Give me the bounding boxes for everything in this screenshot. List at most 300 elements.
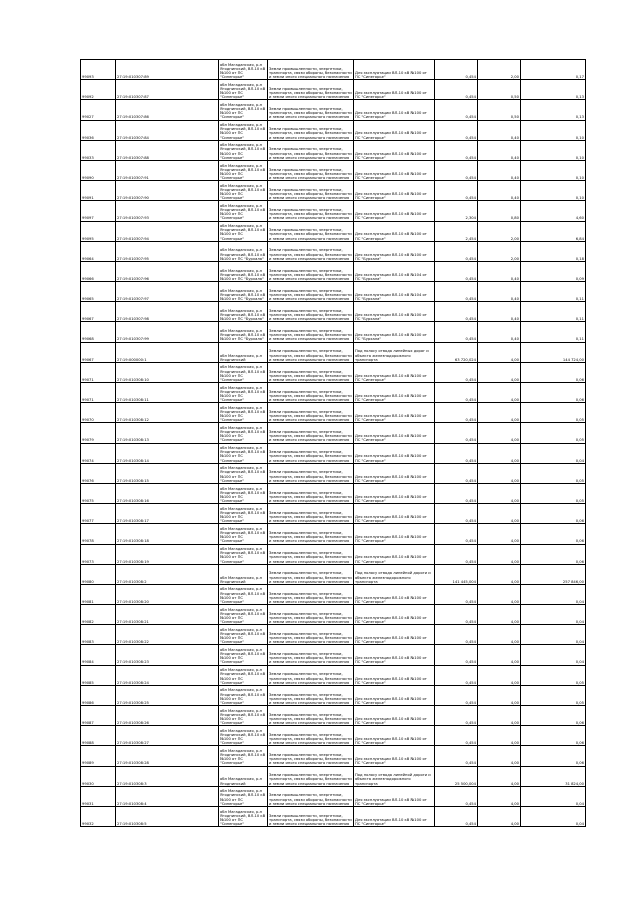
cadastral-number-cell: 27:19:010308:4 (116, 786, 219, 806)
cadastral-number-cell: 27:19:010308:16 (116, 483, 219, 503)
rate-cell: 4,00 (478, 645, 521, 665)
sum-cell: 144 724,00 (521, 342, 586, 362)
row-index-cell: 99066 (81, 261, 116, 281)
permitted-use-cell: Для эксплуатации ВЛ-10 кВ №100 от ПС "Синегорье" (354, 362, 435, 382)
land-category-cell: Земли промышленности, энергетики, транспорта, связи обороны, безопасности и земли иного специального назначения (268, 443, 354, 463)
land-category-cell: Земли промышленности, энергетики, транспорта, связи обороны, безопасности и земли иного специального назначения (268, 726, 354, 746)
table-row (81, 564, 586, 584)
row-index-cell: 99087 (81, 706, 116, 726)
permitted-use-cell: Для эксплуатации ВЛ-10 кВ №100 от ПС "Синегорье" (354, 665, 435, 685)
area-cell: 0,454 (435, 423, 478, 443)
cadastral-number-cell: 27:19:010308:18 (116, 524, 219, 544)
permitted-use-cell: Для эксплуатации ВЛ-10 кВ №100 от ПС "Синегорье" (354, 160, 435, 180)
area-cell: 0,454 (435, 261, 478, 281)
land-category-cell: Земли промышленности, энергетики, транспорта, связи обороны, безопасности и земли иного специального назначения (268, 544, 354, 564)
rate-cell: 0,40 (478, 120, 521, 140)
rate-cell: 4,00 (478, 362, 521, 382)
land-category-cell: Земли промышленности, энергетики, транспорта, связи обороны, безопасности и земли иного специального назначения (268, 60, 354, 80)
cadastral-number-cell: 27:19:010308:5 (116, 806, 219, 826)
permitted-use-cell: Для эксплуатации ВЛ-10 кВ №100 от ПС "Синегорье" (354, 706, 435, 726)
table-row (81, 584, 586, 604)
rate-cell: 4,00 (478, 605, 521, 625)
rate-cell: 4,00 (478, 564, 521, 584)
table-row (81, 423, 586, 443)
table-row (81, 201, 586, 221)
table-row (81, 544, 586, 564)
land-category-cell: Земли промышленности, энергетики, транспорта, связи обороны, безопасности и земли иного специального назначения (268, 806, 354, 826)
land-category-cell: Земли промышленности, энергетики, транспорта, связи обороны, безопасности и земли иного специального назначения (268, 362, 354, 382)
sum-cell: 0,04 (521, 645, 586, 665)
cadastral-number-cell: 27:19:010308:20 (116, 584, 219, 604)
table-row (81, 241, 586, 261)
row-index-cell: 99089 (81, 746, 116, 766)
location-cell: обл Магаданская, р-н Ягоднинский, ВЛ-10 кВ №100 от ПС "Синегорье" (219, 605, 268, 625)
rate-cell: 2,00 (478, 241, 521, 261)
row-index-cell: 99067 (81, 302, 116, 322)
sum-cell: 4,60 (521, 201, 586, 221)
cadastral-number-cell: 27:19:010308:15 (116, 463, 219, 483)
location-cell: обл Магаданская, р-н Ягоднинский, ВЛ-10 кВ №100 от ПС "Синегорье" (219, 746, 268, 766)
permitted-use-cell: Для эксплуатации ВЛ-10 кВ №100 от ПС "Синегорье" (354, 504, 435, 524)
area-cell: 0,454 (435, 241, 478, 261)
location-cell: обл Магаданская, р-н Ягоднинский, ВЛ-10 кВ №100 от ПС "Синегорье" (219, 544, 268, 564)
rate-cell: 4,00 (478, 786, 521, 806)
row-index-cell: 99097 (81, 201, 116, 221)
location-cell: обл Магаданская, р-н Ягоднинский, ВЛ-10 кВ №100 от ПС "Синегорье" (219, 786, 268, 806)
cadastral-number-cell: 27:19:010307:84 (116, 120, 219, 140)
land-category-cell: Земли промышленности, энергетики, транспорта, связи обороны, безопасности и земли иного специального назначения (268, 483, 354, 503)
permitted-use-cell: Для эксплуатации ВЛ-10 кВ №100 от ПС "Синегорье" (354, 463, 435, 483)
land-category-cell: Земли промышленности, энергетики, транспорта, связи обороны, безопасности и земли иного специального назначения (268, 605, 354, 625)
land-category-cell: Земли промышленности, энергетики, транспорта, связи обороны, безопасности и земли иного специального назначения (268, 181, 354, 201)
row-index-cell: 99085 (81, 665, 116, 685)
rate-cell: 2,00 (478, 60, 521, 80)
cadastral-number-cell: 27:19:010307:93 (116, 201, 219, 221)
row-index-cell: 99076 (81, 463, 116, 483)
row-index-cell: 99036 (81, 120, 116, 140)
row-index-cell: 99071 (81, 383, 116, 403)
rate-cell: 4,00 (478, 806, 521, 826)
sum-cell: 6,84 (521, 221, 586, 241)
sum-cell: 0,05 (521, 665, 586, 685)
area-cell: 0,454 (435, 786, 478, 806)
land-category-cell: Земли промышленности, энергетики, транспорта, связи обороны, безопасности и земли иного специального назначения (268, 504, 354, 524)
land-category-cell: Земли промышленности, энергетики, транспорта, связи обороны, безопасности и земли иного специального назначения (268, 322, 354, 342)
row-index-cell: 99093 (81, 60, 116, 80)
row-index-cell: 99033 (81, 140, 116, 160)
permitted-use-cell: Для эксплуатации ВЛ-10 кВ №100 от ПС "Синегорье" (354, 544, 435, 564)
sum-cell: 0,06 (521, 383, 586, 403)
rate-cell: 0,40 (478, 322, 521, 342)
permitted-use-cell: Для эксплуатации ВЛ-10 кВ №100 от ПС "Синегорье" (354, 584, 435, 604)
rate-cell: 4,00 (478, 685, 521, 705)
location-cell: обл Магаданская, р-н Ягоднинский, ВЛ-10 кВ №100 от ПС "Синегорье" (219, 60, 268, 80)
permitted-use-cell: Для эксплуатации ВЛ-10 кВ №100 от ПС "Синегорье" (354, 605, 435, 625)
sum-cell: 0,06 (521, 544, 586, 564)
sum-cell: 0,04 (521, 443, 586, 463)
table-row (81, 605, 586, 625)
location-cell: обл Магаданская, р-н Ягоднинский, ВЛ-10 кВ №100 от ПС "Синегорье" (219, 726, 268, 746)
table-row (81, 685, 586, 705)
table-row (81, 443, 586, 463)
location-cell: обл Магаданская, р-н Ягоднинский, ВЛ-10 кВ №100 от ПС "Бурхала" (219, 282, 268, 302)
cadastral-number-cell: 27:19:010307:89 (116, 60, 219, 80)
table-row (81, 383, 586, 403)
sum-cell: 0,09 (521, 261, 586, 281)
rate-cell: 4,00 (478, 625, 521, 645)
permitted-use-cell: Для эксплуатации ВЛ-10 кВ №100 от ПС "Синегорье" (354, 181, 435, 201)
table-row (81, 665, 586, 685)
table-row (81, 524, 586, 544)
permitted-use-cell: Для эксплуатации ВЛ-10 кВ №100 от ПС "Синегорье" (354, 625, 435, 645)
land-category-cell: Земли промышленности, энергетики, транспорта, связи обороны, безопасности и земли иного специального назначения (268, 706, 354, 726)
cadastral-number-cell: 27:19:010308:23 (116, 645, 219, 665)
land-category-cell: Земли промышленности, энергетики, транспорта, связи обороны, безопасности и земли иного специального назначения (268, 261, 354, 281)
cadastral-number-cell: 27:19:010308:10 (116, 362, 219, 382)
permitted-use-cell: Для эксплуатации ВЛ-10 кВ №100 от ПС "Синегорье" (354, 140, 435, 160)
cadastral-number-cell: 27:19:010308:3 (116, 766, 219, 786)
location-cell: обл Магаданская, р-н Ягоднинский, ВЛ-10 кВ №100 от ПС "Синегорье" (219, 806, 268, 826)
cadastral-number-cell: 27:19:010308:13 (116, 423, 219, 443)
location-cell: обл Магаданская, р-н Ягоднинский, ВЛ-10 кВ №100 от ПС "Синегорье" (219, 403, 268, 423)
location-cell: обл Магаданская, р-н Ягоднинский, ВЛ-10 кВ №100 от ПС "Синегорье" (219, 160, 268, 180)
permitted-use-cell: Под полосу отвода линейной дороги и объекта железнодорожного транспорта (354, 564, 435, 584)
cadastral-number-cell: 27:19:010308:26 (116, 706, 219, 726)
rate-cell: 4,00 (478, 726, 521, 746)
area-cell: 0,454 (435, 181, 478, 201)
permitted-use-cell: Для эксплуатации ВЛ-10 кВ №104 от ПС "Бурхала" (354, 282, 435, 302)
rate-cell: 4,00 (478, 584, 521, 604)
land-category-cell: Земли промышленности, энергетики, транспорта, связи обороны, безопасности и земли иного специального назначения (268, 766, 354, 786)
table-row (81, 645, 586, 665)
area-cell: 0,454 (435, 685, 478, 705)
location-cell: обл Магаданская, р-н Ягоднинский, ВЛ-10 кВ №100 от ПС "Синегорье" (219, 706, 268, 726)
area-cell: 0,454 (435, 443, 478, 463)
area-cell: 0,454 (435, 282, 478, 302)
rate-cell: 4,00 (478, 443, 521, 463)
cadastral-number-cell: 27:19:010307:99 (116, 322, 219, 342)
sum-cell: 0,05 (521, 403, 586, 423)
table-row (81, 80, 586, 100)
table-row (81, 60, 586, 80)
row-index-cell: 99080 (81, 564, 116, 584)
rate-cell: 0,40 (478, 302, 521, 322)
area-cell: 0,454 (435, 504, 478, 524)
row-index-cell: 99032 (81, 806, 116, 826)
permitted-use-cell: Для эксплуатации ВЛ-10 кВ №100 от ПС "Синегорье" (354, 60, 435, 80)
rate-cell: 4,00 (478, 463, 521, 483)
rate-cell: 0,80 (478, 201, 521, 221)
rate-cell: 4,00 (478, 746, 521, 766)
row-index-cell: 99079 (81, 423, 116, 443)
row-index-cell: 99084 (81, 645, 116, 665)
area-cell: 0,454 (435, 362, 478, 382)
table-row (81, 342, 586, 362)
land-category-cell: Земли промышленности, энергетики, транспорта, связи обороны, безопасности и земли иного специального назначения (268, 625, 354, 645)
table-row (81, 483, 586, 503)
location-cell: обл Магаданская, р-н Ягоднинский (219, 342, 268, 362)
land-category-cell: Земли промышленности, энергетики, транспорта, связи обороны, безопасности и земли иного специального назначения (268, 120, 354, 140)
cadastral-number-cell: 27:19:010308:28 (116, 746, 219, 766)
cadastral-number-cell: 27:19:010307:95 (116, 241, 219, 261)
area-cell: 0,454 (435, 80, 478, 100)
rate-cell: 4,00 (478, 524, 521, 544)
location-cell: обл Магаданская, р-н Ягоднинский, ВЛ-10 кВ №100 от ПС "Синегорье" (219, 443, 268, 463)
land-category-cell: Земли промышленности, энергетики, транспорта, связи обороны, безопасности и земли иного специального назначения (268, 423, 354, 443)
permitted-use-cell: Для эксплуатации ВЛ-10 кВ №100 от ПС "Синегорье" (354, 806, 435, 826)
sum-cell: 0,04 (521, 584, 586, 604)
location-cell: обл Магаданская, р-н Ягоднинский, ВЛ-10 кВ №100 от ПС "Синегорье" (219, 221, 268, 241)
cadastral-number-cell: 27:19:010308:2 (116, 564, 219, 584)
cadastral-number-cell: 27:19:010307:90 (116, 181, 219, 201)
land-category-cell: Земли промышленности, энергетики, транспорта, связи обороны, безопасности и земли иного специального назначения (268, 584, 354, 604)
sum-cell: 0,04 (521, 605, 586, 625)
row-index-cell: 99095 (81, 221, 116, 241)
rate-cell: 4,00 (478, 544, 521, 564)
table-row (81, 160, 586, 180)
area-cell: 2,454 (435, 221, 478, 241)
table-row (81, 806, 586, 826)
row-index-cell: 99064 (81, 241, 116, 261)
table-row (81, 463, 586, 483)
area-cell: 0,454 (435, 524, 478, 544)
table-row (81, 282, 586, 302)
area-cell: 0,454 (435, 605, 478, 625)
table-row (81, 403, 586, 423)
area-cell: 0,454 (435, 140, 478, 160)
row-index-cell: 99086 (81, 685, 116, 705)
permitted-use-cell: Для эксплуатации ВЛ-10 кВ №100 от ПС "Синегорье" (354, 443, 435, 463)
location-cell: обл Магаданская, р-н Ягоднинский, ВЛ-10 кВ №100 от ПС "Синегорье" (219, 100, 268, 120)
table-row (81, 726, 586, 746)
registry-sheet (80, 59, 584, 827)
row-index-cell: 99082 (81, 605, 116, 625)
area-cell: 0,454 (435, 403, 478, 423)
cadastral-number-cell: 27:19:010307:97 (116, 282, 219, 302)
row-index-cell: 99065 (81, 282, 116, 302)
area-cell: 0,454 (435, 584, 478, 604)
land-category-cell: Земли промышленности, энергетики, транспорта, связи обороны, безопасности и земли иного специального назначения (268, 746, 354, 766)
location-cell: обл Магаданская, р-н Ягоднинский, ВЛ-10 кВ №100 от ПС "Синегорье" (219, 463, 268, 483)
rate-cell: 4,00 (478, 665, 521, 685)
table-row (81, 221, 586, 241)
table-row (81, 786, 586, 806)
cadastral-number-cell: 27:19:010307:87 (116, 80, 219, 100)
area-cell: 0,454 (435, 483, 478, 503)
sum-cell: 0,18 (521, 241, 586, 261)
permitted-use-cell: Для эксплуатации ВЛ-10 кВ №100 от ПС "Синегорье" (354, 423, 435, 443)
cadastral-number-cell: 27:19:010308:27 (116, 726, 219, 746)
location-cell: обл Магаданская, р-н Ягоднинский, ВЛ-10 кВ №100 от ПС "Синегорье" (219, 645, 268, 665)
row-index-cell: 99030 (81, 766, 116, 786)
sum-cell: 0,04 (521, 786, 586, 806)
table-row (81, 120, 586, 140)
land-category-cell: Земли промышленности, энергетики, транспорта, связи обороны, безопасности и земли иного специального назначения (268, 685, 354, 705)
location-cell: обл Магаданская, р-н Ягоднинский, ВЛ-10 кВ №100 от ПС "Синегорье" (219, 80, 268, 100)
area-cell: 2,304 (435, 201, 478, 221)
area-cell: 0,454 (435, 806, 478, 826)
location-cell: обл Магаданская, р-н Ягоднинский, ВЛ-10 кВ №100 от ПС "Синегорье" (219, 625, 268, 645)
area-cell: 0,454 (435, 302, 478, 322)
permitted-use-cell: Для эксплуатации ВЛ-10 кВ №100 от ПС "Бурхала" (354, 322, 435, 342)
sum-cell: 0,06 (521, 504, 586, 524)
permitted-use-cell: Для эксплуатации ВЛ-10 кВ №100 от ПС "Синегорье" (354, 120, 435, 140)
cadastral-number-cell: 27:19:010308:12 (116, 403, 219, 423)
location-cell: обл Магаданская, р-н Ягоднинский, ВЛ-10 кВ №100 от ПС "Бурхала" (219, 302, 268, 322)
land-category-cell: Земли промышленности, энергетики, транспорта, связи обороны, безопасности и земли иного специального назначения (268, 80, 354, 100)
row-index-cell: 99068 (81, 322, 116, 342)
sum-cell: 0,11 (521, 322, 586, 342)
table-row (81, 261, 586, 281)
permitted-use-cell: Для эксплуатации ВЛ-10 кВ №100 от ПС "Синегорье" (354, 786, 435, 806)
sum-cell: 0,17 (521, 60, 586, 80)
location-cell: обл Магаданская, р-н Ягоднинский, ВЛ-10 кВ №100 от ПС "Синегорье" (219, 483, 268, 503)
rate-cell: 0,40 (478, 282, 521, 302)
table-row (81, 625, 586, 645)
area-cell: 0,454 (435, 100, 478, 120)
cadastral-number-cell: 27:19:000000:1 (116, 342, 219, 362)
permitted-use-cell: Для эксплуатации ВЛ-10 кВ №100 от ПС "Синегорье" (354, 80, 435, 100)
land-category-cell: Земли промышленности, энергетики, транспорта, связи обороны, безопасности и земли иного специального назначения (268, 100, 354, 120)
land-category-cell: Земли промышленности, энергетики, транспорта, связи обороны, безопасности и земли иного специального назначения (268, 564, 354, 584)
cadastral-number-cell: 27:19:010307:96 (116, 261, 219, 281)
area-cell: 0,454 (435, 746, 478, 766)
table-row (81, 362, 586, 382)
land-category-cell: Земли промышленности, энергетики, транспорта, связи обороны, безопасности и земли иного специального назначения (268, 342, 354, 362)
area-cell: 0,454 (435, 645, 478, 665)
row-index-cell: 99092 (81, 80, 116, 100)
rate-cell: 4,00 (478, 403, 521, 423)
rate-cell: 0,50 (478, 80, 521, 100)
row-index-cell: 99090 (81, 160, 116, 180)
area-cell: 0,454 (435, 706, 478, 726)
land-category-cell: Земли промышленности, энергетики, транспорта, связи обороны, безопасности и земли иного специального назначения (268, 665, 354, 685)
location-cell: обл Магаданская, р-н Ягоднинский, ВЛ-10 кВ №100 от ПС "Синегорье" (219, 201, 268, 221)
row-index-cell: 99073 (81, 544, 116, 564)
cadastral-number-cell: 27:19:010307:94 (116, 221, 219, 241)
rate-cell: 4,00 (478, 423, 521, 443)
location-cell: обл Магаданская, р-н Ягоднинский, ВЛ-10 кВ №100 от ПС "Бурхала" (219, 241, 268, 261)
rate-cell: 0,40 (478, 261, 521, 281)
sum-cell: 0,05 (521, 483, 586, 503)
rate-cell: 0,40 (478, 140, 521, 160)
row-index-cell: 99077 (81, 504, 116, 524)
table-row (81, 302, 586, 322)
permitted-use-cell: Для эксплуатации ВЛ-10 кВ №100 от ПС "Синегорье" (354, 201, 435, 221)
cadastral-number-cell: 27:19:010308:11 (116, 383, 219, 403)
sum-cell: 0,06 (521, 726, 586, 746)
sum-cell: 0,13 (521, 80, 586, 100)
row-index-cell: 99031 (81, 786, 116, 806)
area-cell: 0,454 (435, 60, 478, 80)
location-cell: обл Магаданская, р-н Ягоднинский, ВЛ-10 кВ №100 от ПС "Бурхала" (219, 261, 268, 281)
area-cell: 25 500,004 (435, 766, 478, 786)
land-category-cell: Земли промышленности, энергетики, транспорта, связи обороны, безопасности и земли иного специального назначения (268, 463, 354, 483)
sum-cell: 0,10 (521, 181, 586, 201)
row-index-cell: 99091 (81, 181, 116, 201)
rate-cell: 4,00 (478, 342, 521, 362)
permitted-use-cell: Для эксплуатации ВЛ-10 кВ №100 от ПС "Синегорье" (354, 726, 435, 746)
sum-cell: 0,05 (521, 463, 586, 483)
land-category-cell: Земли промышленности, энергетики, транспорта, связи обороны, безопасности и земли иного специального назначения (268, 241, 354, 261)
location-cell: обл Магаданская, р-н Ягоднинский, ВЛ-10 кВ №100 от ПС "Синегорье" (219, 140, 268, 160)
land-category-cell: Земли промышленности, энергетики, транспорта, связи обороны, безопасности и земли иного специального назначения (268, 282, 354, 302)
location-cell: обл Магаданская, р-н Ягоднинский, ВЛ-10 кВ №100 от ПС "Бурхала" (219, 322, 268, 342)
row-index-cell: 99083 (81, 625, 116, 645)
cadastral-number-cell: 27:19:010307:88 (116, 140, 219, 160)
rate-cell: 4,00 (478, 504, 521, 524)
cadastral-number-cell: 27:19:010307:91 (116, 160, 219, 180)
sum-cell: 0,06 (521, 746, 586, 766)
sum-cell: 0,11 (521, 302, 586, 322)
permitted-use-cell: Для эксплуатации ВЛ-10 кВ №100 от ПС "Синегорье" (354, 221, 435, 241)
row-index-cell: 99078 (81, 524, 116, 544)
sum-cell: 257 846,00 (521, 564, 586, 584)
cadastral-number-cell: 27:19:010308:14 (116, 443, 219, 463)
permitted-use-cell: Для эксплуатации ВЛ-10 кВ №100 от ПС "Синегорье" (354, 746, 435, 766)
cadastral-number-cell: 27:19:010307:98 (116, 302, 219, 322)
table-row (81, 181, 586, 201)
rate-cell: 4,00 (478, 383, 521, 403)
permitted-use-cell: Для эксплуатации ВЛ-10 кВ №100 от ПС "Бурхала" (354, 302, 435, 322)
cadastral-number-cell: 27:19:010307:86 (116, 100, 219, 120)
area-cell: 0,454 (435, 544, 478, 564)
area-cell: 0,454 (435, 726, 478, 746)
rate-cell: 4,00 (478, 483, 521, 503)
row-index-cell: 99071 (81, 362, 116, 382)
land-category-cell: Земли промышленности, энергетики, транспорта, связи обороны, безопасности и земли иного специального назначения (268, 524, 354, 544)
land-category-cell: Земли промышленности, энергетики, транспорта, связи обороны, безопасности и земли иного специального назначения (268, 302, 354, 322)
rate-cell: 0,40 (478, 160, 521, 180)
table-row (81, 706, 586, 726)
sum-cell: 0,11 (521, 282, 586, 302)
row-index-cell: 99027 (81, 100, 116, 120)
sum-cell: 0,06 (521, 362, 586, 382)
location-cell: обл Магаданская, р-н Ягоднинский, ВЛ-10 кВ №100 от ПС "Синегорье" (219, 584, 268, 604)
land-category-cell: Земли промышленности, энергетики, транспорта, связи обороны, безопасности и земли иного специального назначения (268, 201, 354, 221)
land-category-cell: Земли промышленности, энергетики, транспорта, связи обороны, безопасности и земли иного специального назначения (268, 383, 354, 403)
cadastral-number-cell: 27:19:010308:24 (116, 665, 219, 685)
sum-cell: 0,06 (521, 706, 586, 726)
permitted-use-cell: Для эксплуатации ВЛ-10 кВ №104 от ПС "Бурхала" (354, 261, 435, 281)
cadastral-number-cell: 27:19:010308:17 (116, 504, 219, 524)
location-cell: обл Магаданская, р-н Ягоднинский, ВЛ-10 кВ №100 от ПС "Синегорье" (219, 423, 268, 443)
sum-cell: 0,10 (521, 140, 586, 160)
rate-cell: 2,00 (478, 221, 521, 241)
row-index-cell: 99075 (81, 483, 116, 503)
cadastral-number-cell: 27:19:010308:22 (116, 625, 219, 645)
location-cell: обл Магаданская, р-н Ягоднинский (219, 766, 268, 786)
sum-cell: 0,10 (521, 160, 586, 180)
area-cell: 141 445,004 (435, 564, 478, 584)
location-cell: обл Магаданская, р-н Ягоднинский (219, 564, 268, 584)
sum-cell: 0,13 (521, 100, 586, 120)
permitted-use-cell: Для эксплуатации ВЛ-10 кВ №100 от ПС "Синегорье" (354, 403, 435, 423)
land-category-cell: Земли промышленности, энергетики, транспорта, связи обороны, безопасности и земли иного специального назначения (268, 221, 354, 241)
land-category-cell: Земли промышленности, энергетики, транспорта, связи обороны, безопасности и земли иного специального назначения (268, 403, 354, 423)
location-cell: обл Магаданская, р-н Ягоднинский, ВЛ-10 кВ №100 от ПС "Синегорье" (219, 181, 268, 201)
location-cell: обл Магаданская, р-н Ягоднинский, ВЛ-10 кВ №100 от ПС "Синегорье" (219, 685, 268, 705)
rate-cell: 4,00 (478, 706, 521, 726)
row-index-cell: 99088 (81, 726, 116, 746)
permitted-use-cell: Для эксплуатации ВЛ-10 кВ №100 от ПС "Синегорье" (354, 100, 435, 120)
sum-cell: 0,06 (521, 524, 586, 544)
area-cell: 0,454 (435, 463, 478, 483)
row-index-cell: 99070 (81, 403, 116, 423)
area-cell: 0,454 (435, 322, 478, 342)
rate-cell: 0,40 (478, 181, 521, 201)
location-cell: обл Магаданская, р-н Ягоднинский, ВЛ-10 кВ №100 от ПС "Синегорье" (219, 362, 268, 382)
